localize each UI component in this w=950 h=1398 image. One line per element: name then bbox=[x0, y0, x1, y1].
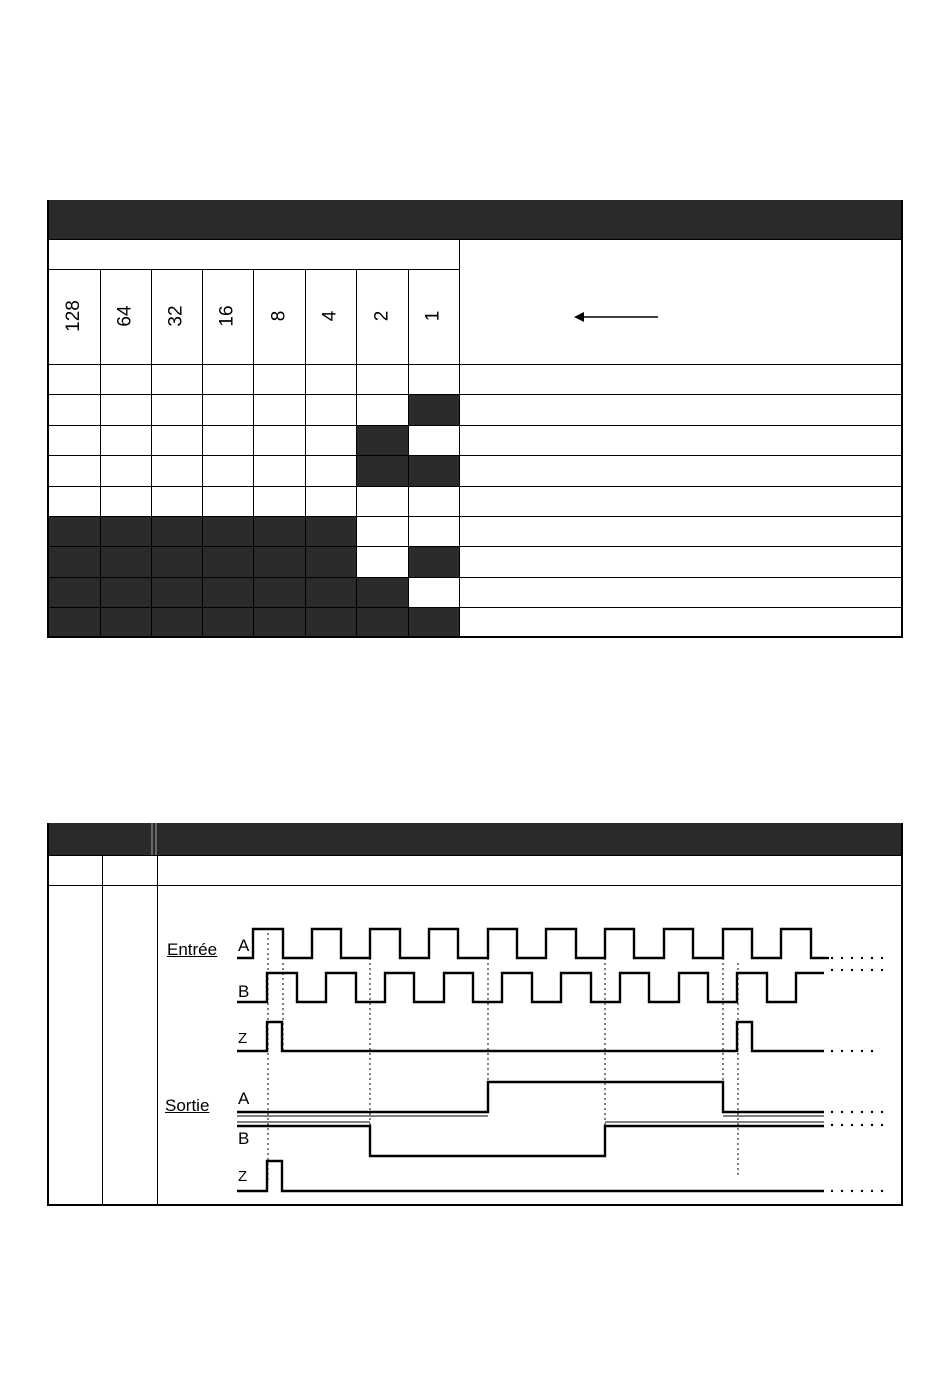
grid-line bbox=[47, 516, 903, 517]
filled-bit-cell bbox=[151, 577, 202, 607]
bit-weight-label bbox=[305, 270, 356, 362]
bit-weight-text: 1 bbox=[422, 310, 444, 322]
filled-bit-cell bbox=[100, 546, 151, 577]
bit-weight-label bbox=[47, 270, 100, 362]
grid-line bbox=[901, 200, 903, 638]
filled-bit-cell bbox=[305, 516, 356, 546]
grid-line bbox=[47, 577, 903, 578]
filled-bit-cell bbox=[253, 607, 305, 637]
filled-bit-cell bbox=[202, 516, 253, 546]
input-z-waveform bbox=[237, 1022, 824, 1051]
filled-bit-cell bbox=[253, 546, 305, 577]
filled-bit-cell bbox=[202, 607, 253, 637]
grid-line bbox=[47, 607, 903, 608]
filled-bit-cell bbox=[356, 455, 408, 486]
input-a-label: A bbox=[238, 936, 250, 955]
bit-weight-text: 64 bbox=[114, 305, 136, 327]
filled-bit-cell bbox=[408, 546, 459, 577]
input-a-waveform bbox=[237, 929, 824, 958]
filled-bit-cell bbox=[47, 546, 100, 577]
bit-weight-text: 32 bbox=[165, 305, 187, 327]
filled-bit-cell bbox=[408, 455, 459, 486]
output-b-label: B bbox=[238, 1129, 250, 1148]
input-b-label: B bbox=[238, 982, 250, 1001]
grid-line bbox=[47, 394, 903, 395]
grid-line bbox=[47, 486, 903, 487]
grid-line bbox=[47, 546, 903, 547]
input-group-label: Entrée bbox=[167, 940, 218, 959]
grid-line bbox=[47, 455, 903, 456]
bit-weight-label bbox=[100, 270, 151, 362]
bit-weight-text: 128 bbox=[62, 300, 84, 332]
timing-table bbox=[47, 823, 903, 1206]
filled-bit-cell bbox=[408, 394, 459, 425]
bit-weight-label bbox=[408, 270, 459, 362]
filled-bit-cell bbox=[305, 607, 356, 637]
filled-bit-cell bbox=[202, 546, 253, 577]
filled-bit-cell bbox=[100, 607, 151, 637]
input-z-label: Z bbox=[238, 1030, 248, 1047]
filled-bit-cell bbox=[253, 577, 305, 607]
bit-weight-text: 16 bbox=[216, 305, 238, 327]
bit-weight-text: 2 bbox=[370, 310, 392, 322]
filled-bit-cell bbox=[305, 546, 356, 577]
filled-bit-cell bbox=[47, 516, 100, 546]
filled-bit-cell bbox=[356, 607, 408, 637]
bit-weight-text: 8 bbox=[267, 310, 289, 322]
grid-line bbox=[47, 239, 903, 240]
bit-weight-label bbox=[356, 270, 408, 362]
filled-bit-cell bbox=[100, 577, 151, 607]
output-a-label: A bbox=[238, 1089, 250, 1108]
filled-bit-cell bbox=[151, 607, 202, 637]
filled-bit-cell bbox=[305, 577, 356, 607]
filled-bit-cell bbox=[356, 425, 408, 455]
filled-bit-cell bbox=[100, 516, 151, 546]
continuation-dots bbox=[831, 957, 883, 1192]
grid-line bbox=[47, 364, 903, 365]
input-b-waveform bbox=[237, 973, 824, 1002]
left-arrow-icon bbox=[572, 307, 662, 327]
output-z-label: Z bbox=[238, 1168, 248, 1185]
filled-bit-cell bbox=[356, 577, 408, 607]
bit-weight-text: 4 bbox=[319, 310, 341, 322]
filled-bit-cell bbox=[253, 516, 305, 546]
grid-line bbox=[47, 425, 903, 426]
filled-bit-cell bbox=[408, 607, 459, 637]
filled-bit-cell bbox=[202, 577, 253, 607]
timing-waveforms bbox=[47, 823, 903, 1206]
grid-line bbox=[47, 636, 903, 638]
output-z-waveform bbox=[237, 1161, 824, 1191]
output-group-label: Sortie bbox=[165, 1096, 210, 1115]
grid-line bbox=[47, 200, 49, 638]
output-a-waveform bbox=[237, 1082, 824, 1112]
bit-table bbox=[47, 200, 903, 638]
grid-line bbox=[459, 239, 460, 636]
bit-weight-label bbox=[151, 270, 202, 362]
filled-bit-cell bbox=[47, 577, 100, 607]
filled-bit-cell bbox=[151, 546, 202, 577]
filled-bit-cell bbox=[47, 607, 100, 637]
output-b-waveform bbox=[237, 1126, 824, 1156]
bit-weight-label bbox=[202, 270, 253, 362]
bit-weight-label bbox=[253, 270, 305, 362]
bit-table-header bbox=[47, 200, 903, 240]
timing-guides bbox=[268, 933, 738, 1183]
filled-bit-cell bbox=[151, 516, 202, 546]
